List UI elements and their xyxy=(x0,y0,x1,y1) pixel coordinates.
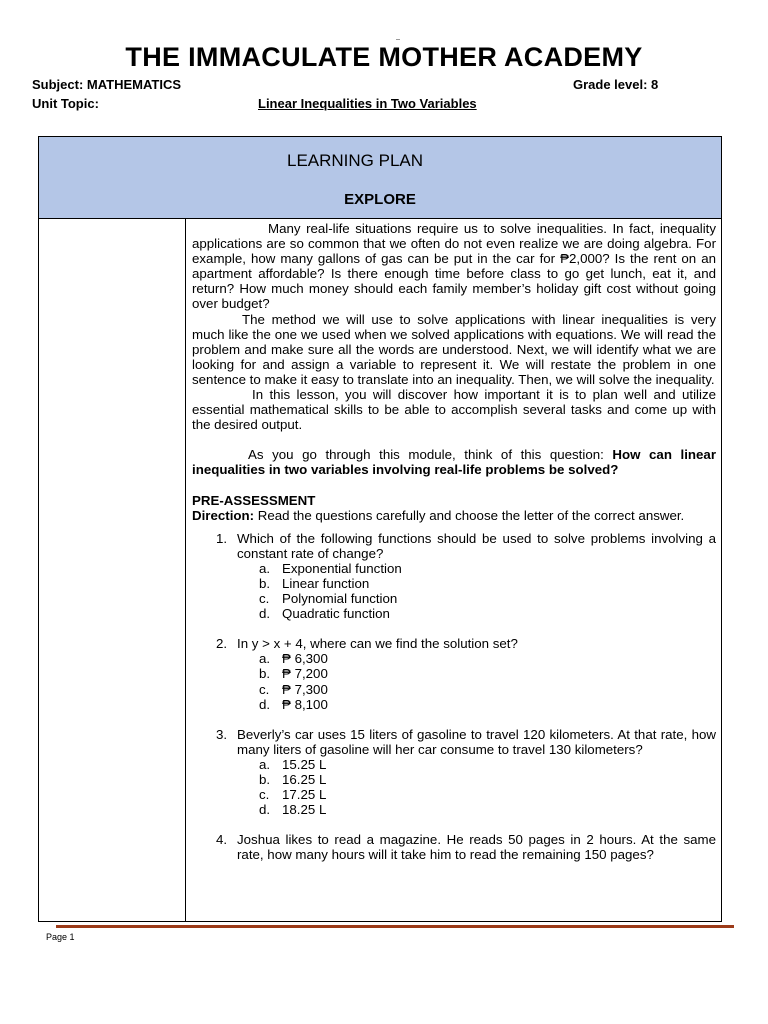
option-text: 17.25 L xyxy=(282,787,327,803)
option-letter: a. xyxy=(259,651,271,667)
option-letter: d. xyxy=(259,696,271,712)
question-list xyxy=(192,531,716,863)
subject-label: Subject: MATHEMATICS xyxy=(32,77,182,92)
guiding-question-paragraph xyxy=(192,447,716,477)
pre-assessment-heading: PRE-ASSESSMENT xyxy=(192,492,316,508)
school-name: THE IMMACULATE MOTHER ACADEMY xyxy=(125,42,643,72)
option-letter: a. xyxy=(259,560,271,576)
option-letter: d. xyxy=(259,606,271,622)
answer-option xyxy=(192,561,716,576)
option-text: 15.25 L xyxy=(282,756,327,772)
answer-options xyxy=(192,757,716,817)
option-text: 18.25 L xyxy=(282,802,327,818)
unit-topic-label: Unit Topic: xyxy=(32,96,99,111)
option-text: ₱ 7,300 xyxy=(282,681,328,697)
option-letter: b. xyxy=(259,772,271,787)
option-text: ₱ 8,100 xyxy=(282,696,328,712)
question-number: 4. xyxy=(216,832,228,848)
option-text: 16.25 L xyxy=(282,772,327,787)
question-number: 1. xyxy=(216,530,228,546)
unit-topic: Linear Inequalities in Two Variables xyxy=(258,96,477,111)
answer-option xyxy=(192,757,716,772)
learning-plan-header xyxy=(39,137,721,219)
answer-option xyxy=(192,787,716,802)
option-letter: c. xyxy=(259,591,270,607)
direction-paragraph xyxy=(192,508,716,523)
answer-option xyxy=(192,576,716,591)
question-text: Joshua likes to read a magazine. He reads 50 pages in 2 hours. At the same rate, how many hours will it take him to read the remaining 150 pages? xyxy=(237,832,716,863)
answer-options xyxy=(192,561,716,621)
explore-paragraph-3: In this lesson, you will discover how important it is to plan well and utilize essential mathematical skills to be able to accomplish several tasks and come up with the desired output. xyxy=(192,387,716,433)
answer-option xyxy=(192,606,716,621)
page-number: Page 1 xyxy=(46,932,75,942)
option-letter: c. xyxy=(259,787,270,803)
option-letter: b. xyxy=(259,575,271,591)
explore-content xyxy=(192,221,716,862)
answer-option xyxy=(192,651,716,666)
grade-level-label: Grade level: 8 xyxy=(573,77,659,92)
question-text: Beverly’s car uses 15 liters of gasoline to travel 120 kilometers. At that rate, how many liters of gasoline will her car consume to travel 130 kilometers? xyxy=(237,726,716,757)
question-item xyxy=(192,531,716,637)
question-text: In y > x + 4, where can we find the solution set? xyxy=(237,636,518,652)
question-item xyxy=(192,636,716,726)
answer-option xyxy=(192,802,716,817)
answer-option xyxy=(192,772,716,787)
direction-label: Direction: xyxy=(192,507,255,523)
left-column xyxy=(39,219,186,921)
footer-rule xyxy=(56,925,734,928)
explore-paragraph-2: The method we will use to solve applications with linear inequalities is very much like the one we used when we solved applications with equations. We will read the problem and make sure all the words are understood. Next, we will identify what we are looking for and assign a variable to represent it. We will restate the problem in one sentence to make it easy to translate into an inequality. Then, we will solve the inequality. xyxy=(192,311,716,387)
option-letter: a. xyxy=(259,756,271,772)
answer-options xyxy=(192,651,716,711)
explore-paragraph-1: Many real-life situations require us to solve inequalities. In fact, inequality applications are so common that we often do not even realize we are doing algebra. For example, how many gallons of gas can be put in the car for ₱2,000? Is the rent on an apartment affordable? Is there enough time before class to go get lunch, eat it, and return? How much money should each family member’s holiday gift cost without going over budget? xyxy=(192,221,716,312)
direction-text: Read the questions carefully and choose the letter of the correct answer. xyxy=(254,507,685,523)
option-letter: c. xyxy=(259,681,270,697)
option-text: ₱ 6,300 xyxy=(282,651,328,667)
learning-plan-title: LEARNING PLAN xyxy=(287,151,424,170)
header-mark xyxy=(396,39,400,40)
answer-option xyxy=(192,591,716,606)
option-letter: d. xyxy=(259,802,271,818)
option-text: ₱ 7,200 xyxy=(282,666,328,682)
question-item xyxy=(192,727,716,833)
question-item xyxy=(192,832,716,862)
guiding-question: How can linear inequalities in two variables involving real-life problems be solved? xyxy=(192,447,716,478)
option-text: Polynomial function xyxy=(282,591,398,607)
answer-option xyxy=(192,666,716,681)
learning-plan-table xyxy=(38,136,722,922)
question-number: 2. xyxy=(216,636,228,652)
option-text: Exponential function xyxy=(282,560,402,576)
option-text: Linear function xyxy=(282,575,370,591)
answer-option xyxy=(192,697,716,712)
explore-heading: EXPLORE xyxy=(344,191,416,208)
question-text: Which of the following functions should be used to solve problems involving a constant rate of change? xyxy=(237,530,716,561)
option-letter: b. xyxy=(259,666,271,682)
answer-option xyxy=(192,682,716,697)
question-number: 3. xyxy=(216,726,228,742)
guiding-question-lead: As you go through this module, think of this question: xyxy=(248,447,613,463)
option-text: Quadratic function xyxy=(282,606,390,622)
